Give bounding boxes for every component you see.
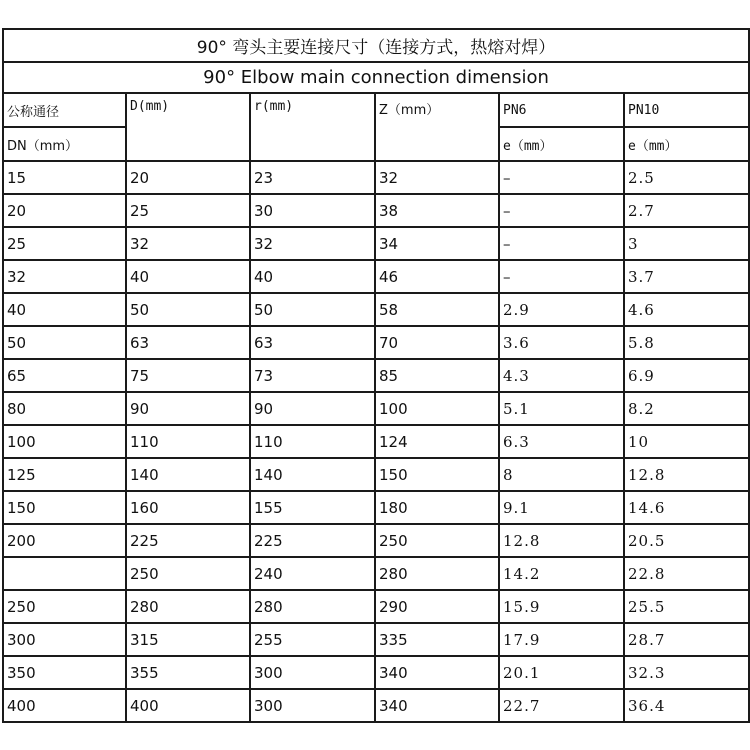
cell-e-pn10: 20.5 — [624, 524, 749, 557]
elbow-dimension-table — [2, 28, 750, 723]
cell-e-pn10: 6.9 — [624, 359, 749, 392]
cell-d: 225 — [126, 524, 250, 557]
header-radius: r(mm) — [250, 93, 375, 161]
cell-dn: 350 — [3, 656, 126, 689]
cell-e-pn6: 6.3 — [499, 425, 624, 458]
cell-z: 340 — [375, 689, 499, 722]
cell-e-pn6: – — [499, 161, 624, 194]
cell-d: 40 — [126, 260, 250, 293]
table-row — [3, 656, 749, 689]
cell-e-pn10: 10 — [624, 425, 749, 458]
cell-e-pn10: 5.8 — [624, 326, 749, 359]
cell-e-pn10: 8.2 — [624, 392, 749, 425]
cell-r: 73 — [250, 359, 375, 392]
cell-z: 70 — [375, 326, 499, 359]
table-title: 90° 弯头主要连接尺寸（连接方式，热熔对焊） — [3, 29, 749, 62]
cell-dn: 15 — [3, 161, 126, 194]
table-row — [3, 590, 749, 623]
cell-dn: 20 — [3, 194, 126, 227]
cell-e-pn6: 14.2 — [499, 557, 624, 590]
cell-r: 30 — [250, 194, 375, 227]
cell-e-pn6: 4.3 — [499, 359, 624, 392]
header-dn-chinese: 公称通径 — [3, 93, 126, 127]
cell-dn: 250 — [3, 590, 126, 623]
cell-r: 255 — [250, 623, 375, 656]
cell-d: 90 — [126, 392, 250, 425]
cell-e-pn10: 12.8 — [624, 458, 749, 491]
cell-e-pn10: 4.6 — [624, 293, 749, 326]
cell-e-pn10: 28.7 — [624, 623, 749, 656]
cell-r: 63 — [250, 326, 375, 359]
cell-e-pn10: 3.7 — [624, 260, 749, 293]
cell-r: 40 — [250, 260, 375, 293]
table-row — [3, 524, 749, 557]
cell-e-pn6: 12.8 — [499, 524, 624, 557]
cell-r: 110 — [250, 425, 375, 458]
cell-e-pn6: 8 — [499, 458, 624, 491]
cell-d: 250 — [126, 557, 250, 590]
cell-z: 335 — [375, 623, 499, 656]
cell-z: 38 — [375, 194, 499, 227]
table-row — [3, 458, 749, 491]
cell-d: 400 — [126, 689, 250, 722]
table-row — [3, 260, 749, 293]
cell-z: 124 — [375, 425, 499, 458]
cell-z: 340 — [375, 656, 499, 689]
cell-dn — [3, 557, 126, 590]
cell-d: 315 — [126, 623, 250, 656]
cell-z: 100 — [375, 392, 499, 425]
header-z-length: Z（mm） — [375, 93, 499, 161]
cell-d: 32 — [126, 227, 250, 260]
cell-r: 225 — [250, 524, 375, 557]
cell-dn: 50 — [3, 326, 126, 359]
cell-e-pn10: 2.5 — [624, 161, 749, 194]
cell-dn: 80 — [3, 392, 126, 425]
cell-dn: 65 — [3, 359, 126, 392]
cell-e-pn10: 2.7 — [624, 194, 749, 227]
cell-z: 250 — [375, 524, 499, 557]
cell-z: 32 — [375, 161, 499, 194]
cell-e-pn6: – — [499, 227, 624, 260]
cell-dn: 150 — [3, 491, 126, 524]
cell-r: 240 — [250, 557, 375, 590]
cell-d: 160 — [126, 491, 250, 524]
header-pn6: PN6 — [499, 93, 624, 127]
header-e-pn6: e（mm） — [499, 127, 624, 161]
cell-r: 90 — [250, 392, 375, 425]
table-row — [3, 326, 749, 359]
cell-r: 32 — [250, 227, 375, 260]
cell-e-pn10: 22.8 — [624, 557, 749, 590]
cell-e-pn10: 3 — [624, 227, 749, 260]
header-e-pn10: e（mm） — [624, 127, 749, 161]
table-row — [3, 557, 749, 590]
table-row — [3, 392, 749, 425]
cell-d: 75 — [126, 359, 250, 392]
cell-dn: 400 — [3, 689, 126, 722]
cell-d: 355 — [126, 656, 250, 689]
table-row — [3, 359, 749, 392]
cell-dn: 40 — [3, 293, 126, 326]
cell-e-pn10: 36.4 — [624, 689, 749, 722]
cell-e-pn6: 9.1 — [499, 491, 624, 524]
cell-d: 63 — [126, 326, 250, 359]
table-subtitle: 90° Elbow main connection dimension — [3, 62, 749, 93]
cell-r: 300 — [250, 656, 375, 689]
cell-d: 280 — [126, 590, 250, 623]
table-row — [3, 623, 749, 656]
table-row — [3, 161, 749, 194]
cell-e-pn6: – — [499, 194, 624, 227]
cell-e-pn10: 14.6 — [624, 491, 749, 524]
cell-r: 155 — [250, 491, 375, 524]
table-row — [3, 689, 749, 722]
cell-r: 50 — [250, 293, 375, 326]
cell-dn: 25 — [3, 227, 126, 260]
cell-e-pn6: 20.1 — [499, 656, 624, 689]
cell-dn: 200 — [3, 524, 126, 557]
cell-z: 290 — [375, 590, 499, 623]
cell-e-pn6: 2.9 — [499, 293, 624, 326]
cell-z: 58 — [375, 293, 499, 326]
cell-z: 85 — [375, 359, 499, 392]
cell-e-pn6: 5.1 — [499, 392, 624, 425]
cell-e-pn6: – — [499, 260, 624, 293]
cell-dn: 32 — [3, 260, 126, 293]
cell-e-pn6: 17.9 — [499, 623, 624, 656]
table-row — [3, 227, 749, 260]
cell-d: 50 — [126, 293, 250, 326]
table-row — [3, 491, 749, 524]
header-dn-mm: DN（mm） — [3, 127, 126, 161]
cell-d: 20 — [126, 161, 250, 194]
cell-e-pn6: 22.7 — [499, 689, 624, 722]
cell-e-pn10: 32.3 — [624, 656, 749, 689]
cell-d: 25 — [126, 194, 250, 227]
cell-z: 280 — [375, 557, 499, 590]
header-pn10: PN10 — [624, 93, 749, 127]
header-outer-diameter: D(mm) — [126, 93, 250, 161]
cell-e-pn10: 25.5 — [624, 590, 749, 623]
cell-dn: 300 — [3, 623, 126, 656]
cell-z: 46 — [375, 260, 499, 293]
cell-z: 150 — [375, 458, 499, 491]
cell-r: 23 — [250, 161, 375, 194]
cell-r: 280 — [250, 590, 375, 623]
cell-z: 180 — [375, 491, 499, 524]
cell-d: 140 — [126, 458, 250, 491]
table-row — [3, 293, 749, 326]
cell-d: 110 — [126, 425, 250, 458]
cell-r: 300 — [250, 689, 375, 722]
table-row — [3, 194, 749, 227]
cell-e-pn6: 15.9 — [499, 590, 624, 623]
cell-e-pn6: 3.6 — [499, 326, 624, 359]
cell-r: 140 — [250, 458, 375, 491]
cell-dn: 100 — [3, 425, 126, 458]
cell-z: 34 — [375, 227, 499, 260]
cell-dn: 125 — [3, 458, 126, 491]
table-row — [3, 425, 749, 458]
